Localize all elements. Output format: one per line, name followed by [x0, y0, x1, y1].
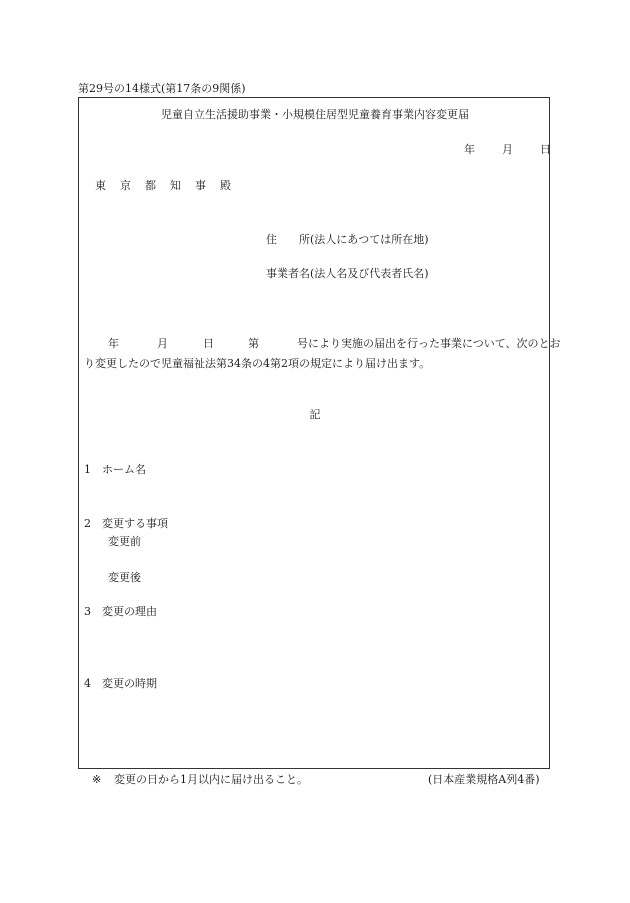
date-month: 月 [502, 143, 513, 156]
body-day: 日 [203, 337, 214, 350]
item-number: 2 [84, 517, 91, 530]
item-number: 4 [84, 677, 91, 690]
item-change-matter [84, 515, 168, 531]
body-text-line-2: り変更したので児童福祉法第34条の4第2項の規定により届け出ます。 [84, 357, 431, 370]
item-change-timing [84, 675, 157, 691]
item-label: ホーム名 [102, 463, 146, 476]
note-heading: 記 [309, 408, 321, 421]
addressee-char: 殿 [220, 179, 231, 192]
item-change-reason [84, 603, 157, 619]
address-label [266, 231, 429, 247]
item-label: 変更の理由 [102, 605, 157, 618]
item-number: 3 [84, 605, 91, 618]
item-home-name [84, 461, 146, 477]
item-label: 変更の時期 [102, 677, 157, 690]
footnote [92, 771, 308, 787]
form-title: 児童自立生活援助事業・小規模住居型児童養育事業内容変更届 [161, 108, 469, 121]
item-number: 1 [84, 463, 91, 476]
addressee-char: 東 [95, 179, 106, 192]
form-number: 第29号の14様式(第17条の9関係) [78, 82, 246, 95]
addressee-char: 事 [195, 179, 206, 192]
date-row [464, 141, 551, 157]
address-label-a: 住 [266, 233, 277, 246]
addressee-char: 知 [170, 179, 181, 192]
footnote-text: 変更の日から1月以内に届け出ること。 [114, 773, 308, 786]
date-day: 日 [540, 143, 551, 156]
operator-name-label: 事業者名(法人名及び代表者氏名) [266, 267, 429, 280]
date-year: 年 [464, 143, 475, 156]
form-frame [78, 97, 550, 769]
body-number-prefix: 第 [248, 337, 259, 350]
item-label: 変更する事項 [102, 517, 168, 530]
addressee-char: 都 [145, 179, 156, 192]
addressee [95, 177, 245, 193]
body-text-line-1 [108, 335, 561, 351]
sub-item-after: 変更後 [108, 571, 141, 584]
body-line1-rest: 号により実施の届出を行った事業について、次のとお [297, 337, 561, 350]
footnote-mark: ※ [92, 773, 102, 786]
body-year: 年 [108, 337, 119, 350]
sub-item-before: 変更前 [108, 535, 141, 548]
paper-standard: (日本産業規格A列4番) [428, 773, 540, 786]
body-month: 月 [157, 337, 168, 350]
address-label-b: 所(法人にあつては所在地) [299, 233, 429, 246]
addressee-char: 京 [120, 179, 131, 192]
